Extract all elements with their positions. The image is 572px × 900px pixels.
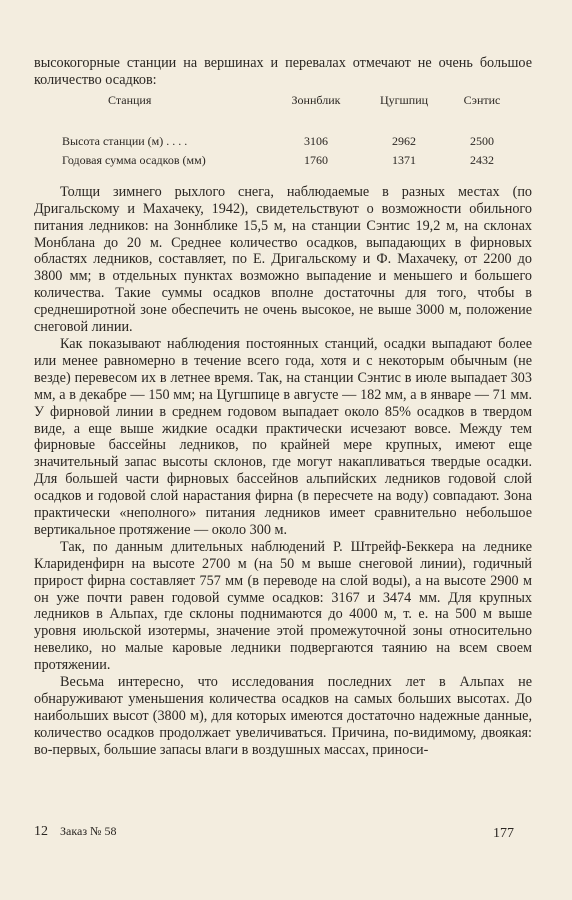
table-spacer: [62, 110, 516, 132]
paragraph: Так, по данным длительных наблюдений Р. Штрейф-Беккера на леднике Клариденфирн на высоте 2700 м (на 50 м выше снеговой линии), годичный прирост фирна составляет 757 мм (в переводе на слой воды), а на высоте 2900 м он уже почти равен годовой сумме осадков: 3167 и 3474 мм. Для крупных ледников в Альпах, где склоны поднимаются до 4000 м, т. е. на 500 м выше уровня июльской изотермы, значение этой промежуточной зоны относительно невелико, но малые каровые ледники подвергаются таянию на всем своем протяжении.: [34, 538, 532, 674]
paragraph: Весьма интересно, что исследования последних лет в Альпах не обнаруживают уменьшения количества осадков на самых больших высотах. До наибольших высот (3800 м), для которых имеются достаточно надежные данные, количество осадков продолжает увеличиваться. Причина, по-видимому, двоякая: во-первых, большие запасы влаги в воздушных массах, приноси-: [34, 674, 532, 758]
order-number: Заказ № 58: [60, 824, 117, 838]
page-number: 177: [493, 826, 514, 841]
table-cell: 2962: [392, 133, 416, 148]
signature-number: 12: [34, 824, 48, 839]
table-header-station: Станция: [108, 92, 152, 107]
table-row: [62, 110, 516, 132]
table-cell: 2432: [470, 152, 494, 167]
print-signature: [34, 824, 117, 840]
page-footer: [34, 824, 532, 844]
paragraph: Толщи зимнего рыхлого снега, наблюдаемые в разных местах (по Дригальскому и Махачеку, 1942), свидетельствуют о возможности обильного питания ледников: на Зоннблике 15,5 м, на станции Сэнтис 19,2 м, на склонах Монблана до 20 м. Среднее количество осадков, выпадающих в фирновых областях ледников, составляет, по Е. Дригальскому и Ф. Махачеку, от 2200 до 3800 мм; в отдельных пунктах возможно выпадение и меньшего и большего количества. Такие суммы осадков вполне достаточны для того, чтобы в среднеширотной зоне обеспечить не очень высокое, не выше 3000 м, положение снеговой линии.: [34, 183, 532, 336]
table-row: [62, 132, 516, 151]
table-cell: 1760: [304, 152, 328, 167]
table-header-col: Сэнтис: [463, 92, 501, 107]
table-header-row: [62, 91, 516, 110]
intro-text: высокогорные станции на вершинах и перевалах отмечают не очень большое количество осадков:: [34, 55, 532, 88]
paragraph: Как показывают наблюдения постоянных станций, осадки выпадают более или менее равномерно в течение всего года, хотя и с некоторым обычным (не везде) перевесом их в летнее время. Так, на станции Сэнтис в июле выпадает 303 мм, а в декабре — 150 мм; на Цугшпице в августе — 182 мм, а в январе — 71 мм. У фирновой линии в среднем годовом выпадает около 85% осадков в твердом виде, а еще выше жидкие осадки практически исчезают вовсе. Между тем фирновые бассейны ледников, по крайней мере крупных, имеют еще значительный запас высоты склонов, где могут накапливаться твердые осадки. Для большей части фирновых бассейнов альпийских ледников годовой слой осадков и годовой слой нарастания фирна (в пересчете на воду) совпадают. Зона практически «неполного» питания ледников имеет сравнительно небольшое вертикальное протяжение — около 300 м.: [34, 335, 532, 538]
page-body: [34, 55, 532, 759]
table-row: [62, 151, 516, 170]
table-header-col: Зоннблик: [291, 92, 341, 107]
row-label: Годовая сумма осадков (мм): [62, 152, 206, 167]
table-header-col: Цугшпиц: [379, 92, 429, 107]
row-label: Высота станции (м) . . . .: [62, 133, 188, 148]
table-cell: 3106: [304, 133, 328, 148]
table-cell: 2500: [470, 133, 494, 148]
table-cell: 1371: [392, 152, 416, 167]
precipitation-table: [62, 91, 516, 170]
